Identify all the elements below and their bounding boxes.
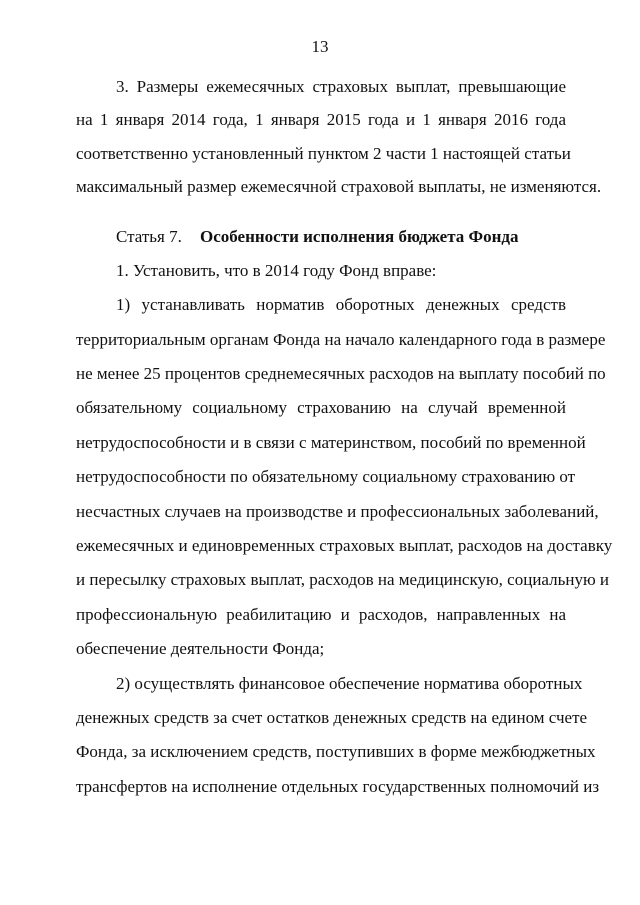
article-heading [116,227,519,247]
subitem1-line-1: 1) устанавливать норматив оборотных денежных средств [116,295,566,314]
article-title: Особенности исполнения бюджета Фонда [200,227,519,246]
subitem1-line-8: ежемесячных и единовременных страховых выплат, расходов на доставку [76,536,613,555]
subitem1-line-6: нетрудоспособности по обязательному социальному страхованию от [76,467,576,486]
item3-line-2: на 1 января 2014 года, 1 января 2015 года и 1 января 2016 года [76,110,566,129]
subitem1-line-7: несчастных случаев на производстве и профессиональных заболеваний, [76,502,599,521]
page-number: 13 [311,37,329,56]
subitem1-line-9: и пересылку страховых выплат, расходов на медицинскую, социальную и [76,570,609,589]
subitem2-line-1: 2) осуществлять финансовое обеспечение норматива оборотных [116,674,583,693]
subitem2-line-2: денежных средств за счет остатков денежных средств на едином счете [76,708,588,727]
subitem1-line-10: профессиональную реабилитацию и расходов, направленных на [76,605,566,624]
subitem1-line-4: обязательному социальному страхованию на случай временной [76,398,566,417]
subitem2-line-3: Фонда, за исключением средств, поступивших в форме межбюджетных [76,742,596,761]
item3-line-4: максимальный размер ежемесячной страховой выплаты, не изменяются. [76,177,602,196]
subitem1-line-5: нетрудоспособности и в связи с материнством, пособий по временной [76,433,586,452]
clause1-intro: 1. Установить, что в 2014 году Фонд вправе: [116,261,437,280]
item3-line-3: соответственно установленный пунктом 2 части 1 настоящей статьи [76,144,571,163]
subitem1-line-2: территориальным органам Фонда на начало календарного года в размере [76,330,606,349]
subitem1-line-11: обеспечение деятельности Фонда; [76,639,325,658]
subitem2-line-4: трансфертов на исполнение отдельных государственных полномочий из [76,777,600,796]
subitem1-line-3: не менее 25 процентов среднемесячных расходов на выплату пособий по [76,364,606,383]
item3-line-1: 3. Размеры ежемесячных страховых выплат, превышающие [116,77,566,96]
article-label: Статья 7. [116,227,182,246]
